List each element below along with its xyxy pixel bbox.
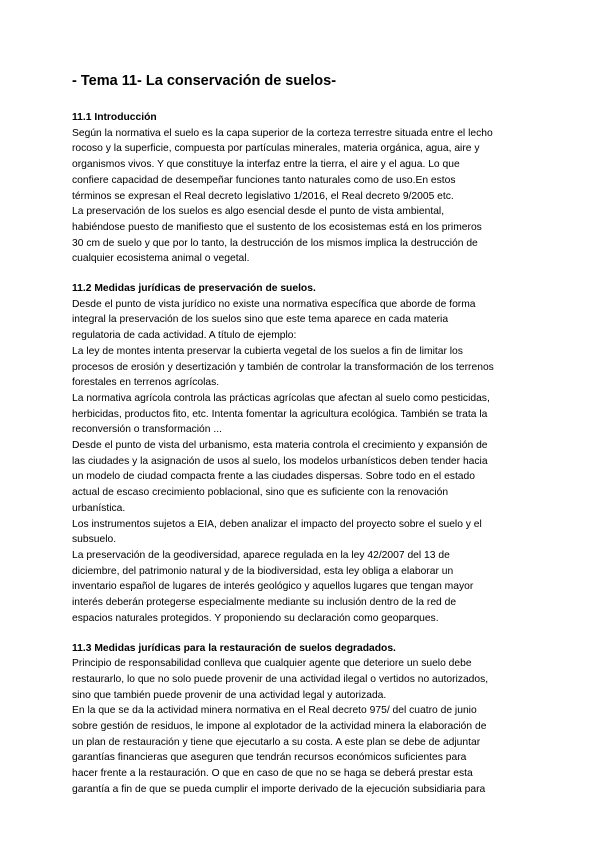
text-line: procesos de erosión y desertización y también de controlar la transformación de los terrenos [72, 361, 494, 373]
text-line: Principio de responsabilidad conlleva que cualquier agente que deteriore un suelo debe [72, 658, 472, 670]
text-line: interés deberán protegerse especialmente mediante su inclusión dentro de la red de [72, 597, 457, 609]
text-line: reconversión o transformación ... [72, 424, 222, 436]
text-line: La normativa agrícola controla las prácticas agrícolas que afectan al suelo como pesticidas, [72, 392, 490, 404]
section-restauracion [72, 641, 532, 798]
section-body [72, 297, 532, 627]
text-line: confiere capacidad de desempeñar funciones tanto naturales como de uso.En estos [72, 174, 456, 186]
section-preservacion [72, 281, 532, 626]
text-line: actual de escaso crecimiento poblacional, sino que es suficiente con la renovación [72, 487, 449, 499]
text-line: un plan de restauración y tiene que ejecutarlo a su costa. A este plan se debe de adjuntar [72, 736, 481, 748]
text-line: La ley de montes intenta preservar la cubierta vegetal de los suelos a fin de limitar los [72, 345, 463, 357]
text-line: diciembre, del patrimonio natural y de la biodiversidad, esta ley obliga a elaborar un [72, 565, 454, 577]
text-line: inventario español de lugares de interés geológico y aquellos lugares que tengan mayor [72, 581, 474, 593]
section-heading: 11.3 Medidas jurídicas para la restauración de suelos degradados. [72, 642, 396, 654]
section-body [72, 126, 532, 267]
text-line: garantía a fin de que se pueda cumplir el importe derivado de la ejecución subsidiaria para [72, 783, 486, 795]
text-line: cualquier ecosistema animal o vegetal. [72, 253, 250, 265]
text-line: Según la normativa el suelo es la capa superior de la corteza terrestre situada entre el lecho [72, 127, 493, 139]
text-line: organismos vivos. Y que constituye la interfaz entre la tierra, el aire y el agua. Lo que [72, 159, 460, 171]
text-line: Desde el punto de vista del urbanismo, esta materia controla el crecimiento y expansión de [72, 440, 488, 452]
text-line: Desde el punto de vista jurídico no existe una normativa específica que aborde de forma [72, 298, 476, 310]
text-line: 30 cm de suelo y que por lo tanto, la destrucción de los mismos implica la destrucción de [72, 237, 478, 249]
text-line: Los instrumentos sujetos a EIA, deben analizar el impacto del proyecto sobre el suelo y el [72, 518, 482, 530]
section-heading: 11.2 Medidas jurídicas de preservación de suelos. [72, 283, 316, 295]
text-line: La preservación de los suelos es algo esencial desde el punto de vista ambiental, [72, 206, 445, 218]
text-line: sino que también puede provenir de una actividad legal y autorizada. [72, 689, 387, 701]
section-introduccion [72, 110, 532, 267]
text-line: La preservación de la geodiversidad, aparece regulada en la ley 42/2007 del 13 de [72, 549, 450, 561]
text-line: garantías financieras que aseguren que tendrán recursos económicos suficientes para [72, 752, 467, 764]
text-line: espacios naturales protegidos. Y proponiendo su declaración como geoparques. [72, 612, 439, 624]
text-line: forestales en terrenos agrícolas. [72, 377, 220, 389]
text-line: términos se expresan el Real decreto legislativo 1/2016, el Real decreto 9/2005 etc. [72, 190, 454, 202]
document-title: - Tema 11- La conservación de suelos- [72, 73, 337, 89]
text-line: habiéndose puesto de manifiesto que el sustento de los ecosistemas está en los primeros [72, 221, 482, 233]
section-body [72, 656, 532, 797]
text-line: rocoso y la superficie, compuesta por partículas minerales, materia orgánica, agua, aire y [72, 143, 480, 155]
text-line: las ciudades y la asignación de usos al suelo, los modelos urbanísticos deben tender hacia [72, 455, 488, 467]
text-line: subsuelo. [72, 534, 117, 546]
text-line: un modelo de ciudad compacta frente a las ciudades dispersas. Sobre todo en el estado [72, 471, 475, 483]
text-line: regulatoria de cada actividad. A título de ejemplo: [72, 330, 297, 342]
text-line: En la que se da la actividad minera normativa en el Real decreto 975/ del cuatro de junio [72, 705, 477, 717]
text-line: urbanística. [72, 502, 126, 514]
text-line: hacer frente a la restauración. O que en caso de que no se haga se deberá prestar esta [72, 768, 473, 780]
section-heading: 11.1 Introducción [72, 112, 157, 123]
document-page [72, 72, 532, 812]
text-line: herbicidas, productos fito, etc. Intenta fomentar la agricultura ecológica. También se trata la [72, 408, 488, 420]
text-line: restaurarlo, lo que no solo puede provenir de una actividad ilegal o vertidos no autorizados, [72, 673, 489, 685]
text-line: sobre gestión de residuos, le impone al explotador de la actividad minera la elaboración de [72, 721, 487, 733]
text-line: integral la preservación de los suelos sino que este tema aparece en cada materia [72, 314, 449, 326]
